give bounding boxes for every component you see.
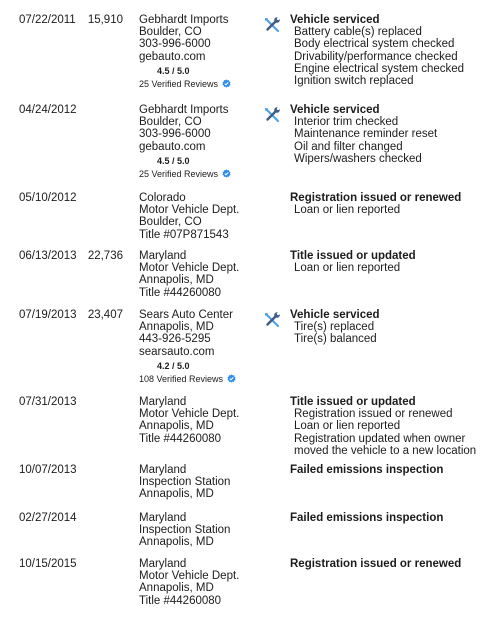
rating-score: 4.5 / 5.0 — [157, 155, 190, 166]
record-date: 06/13/2013 — [19, 250, 77, 262]
source-line: gebauto.com — [139, 140, 206, 153]
event-heading: Registration issued or renewed — [290, 558, 462, 570]
source-line: Annapolis, MD — [139, 488, 214, 501]
source-line: Annapolis, MD — [139, 582, 214, 595]
source-line: searsauto.com — [139, 345, 215, 358]
source-line: 303-996-6000 — [139, 38, 211, 51]
record-details — [290, 192, 490, 216]
event-item: Oil and filter changed — [294, 140, 403, 153]
event-item: Ignition switch replaced — [294, 75, 414, 88]
record-details — [290, 512, 490, 524]
record-source — [139, 558, 279, 607]
verified-check-icon — [222, 169, 231, 178]
event-item: Loan or lien reported — [294, 420, 401, 433]
record-date: 10/15/2015 — [19, 558, 77, 570]
record-date: 02/27/2014 — [19, 512, 77, 524]
event-heading: Vehicle serviced — [290, 104, 380, 116]
verified-check-icon — [222, 79, 231, 88]
verified-reviews-link[interactable] — [139, 168, 279, 180]
rating-score: 4.2 / 5.0 — [157, 360, 190, 371]
source-line: Boulder, CO — [139, 116, 202, 129]
tools-icon — [263, 106, 281, 124]
record-date: 10/07/2013 — [19, 464, 77, 476]
event-item: Registration updated when owner — [294, 432, 466, 445]
event-heading: Vehicle serviced — [290, 309, 380, 321]
record-details — [290, 250, 490, 274]
record-source — [139, 464, 279, 501]
source-line: Maryland — [139, 250, 187, 262]
source-line: Motor Vehicle Dept. — [139, 408, 240, 421]
source-line: Maryland — [139, 464, 187, 476]
event-item: Tire(s) balanced — [294, 333, 377, 346]
source-line: gebauto.com — [139, 50, 206, 63]
source-line: Sears Auto Center — [139, 309, 233, 321]
record-mileage: 23,407 — [87, 309, 123, 321]
record-date: 04/24/2012 — [19, 104, 77, 116]
record-source — [139, 512, 279, 549]
record-source — [139, 396, 279, 445]
event-heading: Vehicle serviced — [290, 14, 380, 26]
tools-icon — [263, 16, 281, 34]
source-line: Title #07P871543 — [139, 228, 229, 241]
source-line: Maryland — [139, 558, 187, 570]
source-line: Gebhardt Imports — [139, 104, 229, 116]
record-source — [139, 250, 279, 299]
source-line: Annapolis, MD — [139, 274, 214, 287]
record-date: 07/22/2011 — [19, 14, 76, 26]
source-line: Maryland — [139, 512, 187, 524]
event-item: Drivability/performance checked — [294, 50, 458, 63]
source-line: Inspection Station — [139, 476, 231, 489]
source-line: Annapolis, MD — [139, 536, 214, 549]
source-line: Title #44260080 — [139, 594, 222, 607]
record-source — [139, 14, 279, 90]
event-heading: Failed emissions inspection — [290, 512, 444, 524]
reviews-label: 25 Verified Reviews — [139, 78, 219, 89]
record-details — [290, 104, 490, 165]
verified-reviews-link[interactable] — [139, 373, 279, 385]
record-details — [290, 309, 490, 346]
rating-score: 4.5 / 5.0 — [157, 65, 190, 76]
source-line: Inspection Station — [139, 524, 231, 537]
source-line: Maryland — [139, 396, 187, 408]
source-line: 443-926-5295 — [139, 333, 211, 346]
event-heading: Title issued or updated — [290, 396, 416, 408]
event-item: Wipers/washers checked — [294, 152, 422, 165]
source-line: Title #44260080 — [139, 286, 222, 299]
event-item: Body electrical system checked — [294, 38, 455, 51]
record-details — [290, 14, 490, 87]
record-date: 07/19/2013 — [19, 309, 77, 321]
reviews-label: 25 Verified Reviews — [139, 168, 219, 179]
event-item: Tire(s) replaced — [294, 321, 375, 334]
source-line: Gebhardt Imports — [139, 14, 229, 26]
record-mileage: 22,736 — [87, 250, 123, 262]
source-line: Colorado — [139, 192, 186, 204]
verified-check-icon — [227, 374, 236, 383]
reviews-label: 108 Verified Reviews — [139, 373, 224, 384]
event-heading: Title issued or updated — [290, 250, 416, 262]
record-date: 05/10/2012 — [19, 192, 77, 204]
event-item: Maintenance reminder reset — [294, 128, 438, 141]
verified-reviews-link[interactable] — [139, 78, 279, 90]
event-item: moved the vehicle to a new location — [294, 444, 477, 457]
event-item: Registration issued or renewed — [294, 408, 453, 421]
event-heading: Failed emissions inspection — [290, 464, 444, 476]
tools-icon — [263, 311, 281, 329]
source-line: Boulder, CO — [139, 26, 202, 39]
source-line: Motor Vehicle Dept. — [139, 262, 240, 275]
event-item: Battery cable(s) replaced — [294, 26, 422, 39]
source-line: Boulder, CO — [139, 216, 202, 229]
record-source — [139, 104, 279, 180]
event-item: Interior trim checked — [294, 116, 399, 129]
record-mileage: 15,910 — [87, 14, 123, 26]
record-date: 07/31/2013 — [19, 396, 77, 408]
record-source — [139, 309, 279, 385]
record-details — [290, 558, 490, 570]
event-item: Engine electrical system checked — [294, 62, 465, 75]
event-item: Loan or lien reported — [294, 204, 401, 217]
source-line: Title #44260080 — [139, 432, 222, 445]
record-details — [290, 464, 490, 476]
record-source — [139, 192, 279, 241]
source-line: Motor Vehicle Dept. — [139, 570, 240, 583]
event-heading: Registration issued or renewed — [290, 192, 462, 204]
source-line: Motor Vehicle Dept. — [139, 204, 240, 217]
source-line: 303-996-6000 — [139, 128, 211, 141]
source-line: Annapolis, MD — [139, 321, 214, 334]
event-item: Loan or lien reported — [294, 262, 401, 275]
record-details — [290, 396, 490, 457]
source-line: Annapolis, MD — [139, 420, 214, 433]
